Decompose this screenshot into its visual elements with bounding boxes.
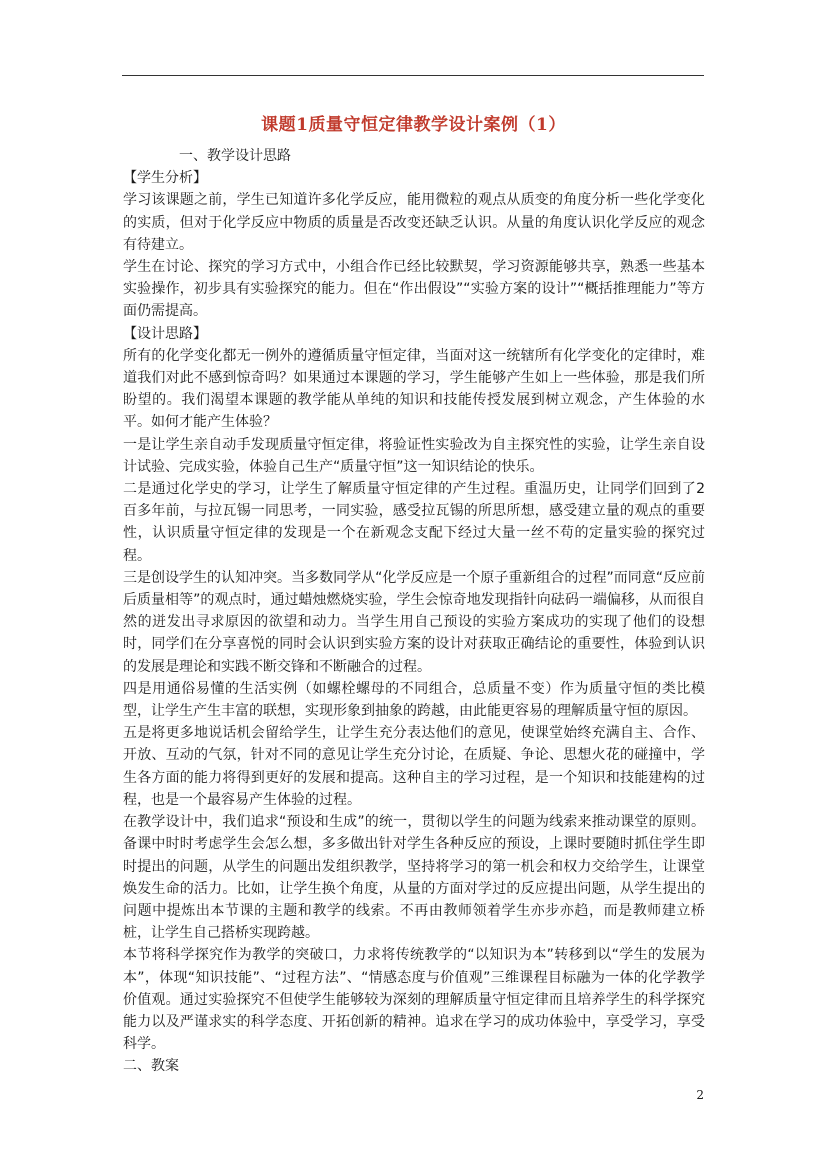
design-idea-heading: 【设计思路】	[123, 325, 207, 342]
design-idea-paragraph-2: 二是通过化学史的学习，让学生了解质量守恒定律的产生过程。重温历史，让同学们回到了2百多年前，与拉瓦锡一同思考，一同实验，感受拉瓦锡的所思所想，感受建立量的观点的重要性，认识质量守恒定律的发现是一个在新观念支配下经过大量一丝不苟的定量实验的探究过程。	[123, 481, 705, 564]
student-analysis-heading: 【学生分析】	[123, 170, 207, 187]
student-analysis-paragraph-2: 学生在讨论、探究的学习方式中，小组合作已经比较默契，学习资源能够共享，熟悉一些基本实验操作，初步具有实验探究的能力。但在“作出假设”“实验方案的设计”“概括推理能力”等方面仍需提高。	[123, 259, 705, 320]
design-idea-paragraph-6: 在教学设计中，我们追求“预设和生成”的统一，贯彻以学生的问题为线索来推动课堂的原则。备课中时时考虑学生会怎么想，多多做出针对学生各种反应的预设，上课时要随时抓住学生即时提出的问题，从学生的问题出发组织教学，坚持将学习的第一机会和权力交给学生，让课堂焕发生命的活力。比如，让学生换个角度，从量的方面对学过的反应提出问题，从学生提出的问题中提炼出本节课的主题和教学的线索。不再由教师领着学生亦步亦趋，而是教师建立桥桩，让学生自己搭桥实现跨越。	[123, 814, 705, 942]
design-idea-paragraph-intro: 所有的化学变化都无一例外的遵循质量守恒定律，当面对这一统辖所有化学变化的定律时，难道我们对此不感到惊奇吗？如果通过本课题的学习，学生能够产生如上一些体验，那是我们所盼望的。我们渴望本课题的教学能从单纯的知识和技能传授发展到树立观念，产生体验的水平。如何才能产生体验？	[123, 347, 705, 431]
document-title: 课题1质量守恒定律教学设计案例（1）	[261, 115, 566, 135]
design-idea-paragraph-3: 三是创设学生的认知冲突。当多数同学从“化学反应是一个原子重新组合的过程”而同意“反应前后质量相等”的观点时，通过蜡烛燃烧实验，学生会惊奇地发现指针向砝码一端偏移，从而很自然的迸发出寻求原因的欲望和动力。当学生用自己预设的实验方案成功的实现了他们的设想时，同学们在分享喜悦的同时会认识到实验方案的设计对获取正确结论的重要性，体验到认识的发展是理论和实践不断交锋和不断融合的过程。	[123, 569, 705, 675]
design-idea-paragraph-5: 五是将更多地说话机会留给学生，让学生充分表达他们的意见，使课堂始终充满自主、合作、开放、互动的气氛，针对不同的意见让学生充分讨论，在质疑、争论、思想火花的碰撞中，学生各方面的能力将得到更好的发展和提高。这种自主的学习过程，是一个知识和技能建构的过程，也是一个最容易产生体验的过程。	[123, 725, 705, 808]
design-idea-paragraph-7: 本节将科学探究作为教学的突破口，力求将传统教学的“以知识为本”转移到以“学生的发展为本”，体现“知识技能”、“过程方法”、“情感态度与价值观”三维课程目标融为一体的化学教学价值观。通过实验探究不但使学生能够较为深刻的理解质量守恒定律而且培养学生的科学探究能力以及严谨求实的科学态度、开拓创新的精神。追求在学习的成功体验中，享受学习，享受科学。	[123, 947, 705, 1053]
student-analysis-paragraph-1: 学习该课题之前，学生已知道许多化学反应，能用微粒的观点从质变的角度分析一些化学变化的实质，但对于化学反应中物质的质量是否改变还缺乏认识。从量的角度认识化学反应的观念有待建立。	[123, 192, 705, 253]
document-body	[123, 145, 705, 1078]
section-heading-teaching-design: 一、教学设计思路	[179, 148, 291, 164]
design-idea-paragraph-4: 四是用通俗易懂的生活实例（如螺栓螺母的不同组合，总质量不变）作为质量守恒的类比模型，让学生产生丰富的联想，实现形象到抽象的跨越，由此能更容易的理解质量守恒的原因。	[123, 680, 705, 720]
page-number: 2	[696, 1088, 704, 1102]
design-idea-paragraph-1: 一是让学生亲自动手发现质量守恒定律，将验证性实验改为自主探究性的实验，让学生亲自设计试验、完成实验，体验自己生产“质量守恒”这一知识结论的快乐。	[123, 436, 705, 475]
section-heading-lesson-plan: 二、教案	[123, 1058, 179, 1075]
header-rule	[122, 75, 704, 76]
